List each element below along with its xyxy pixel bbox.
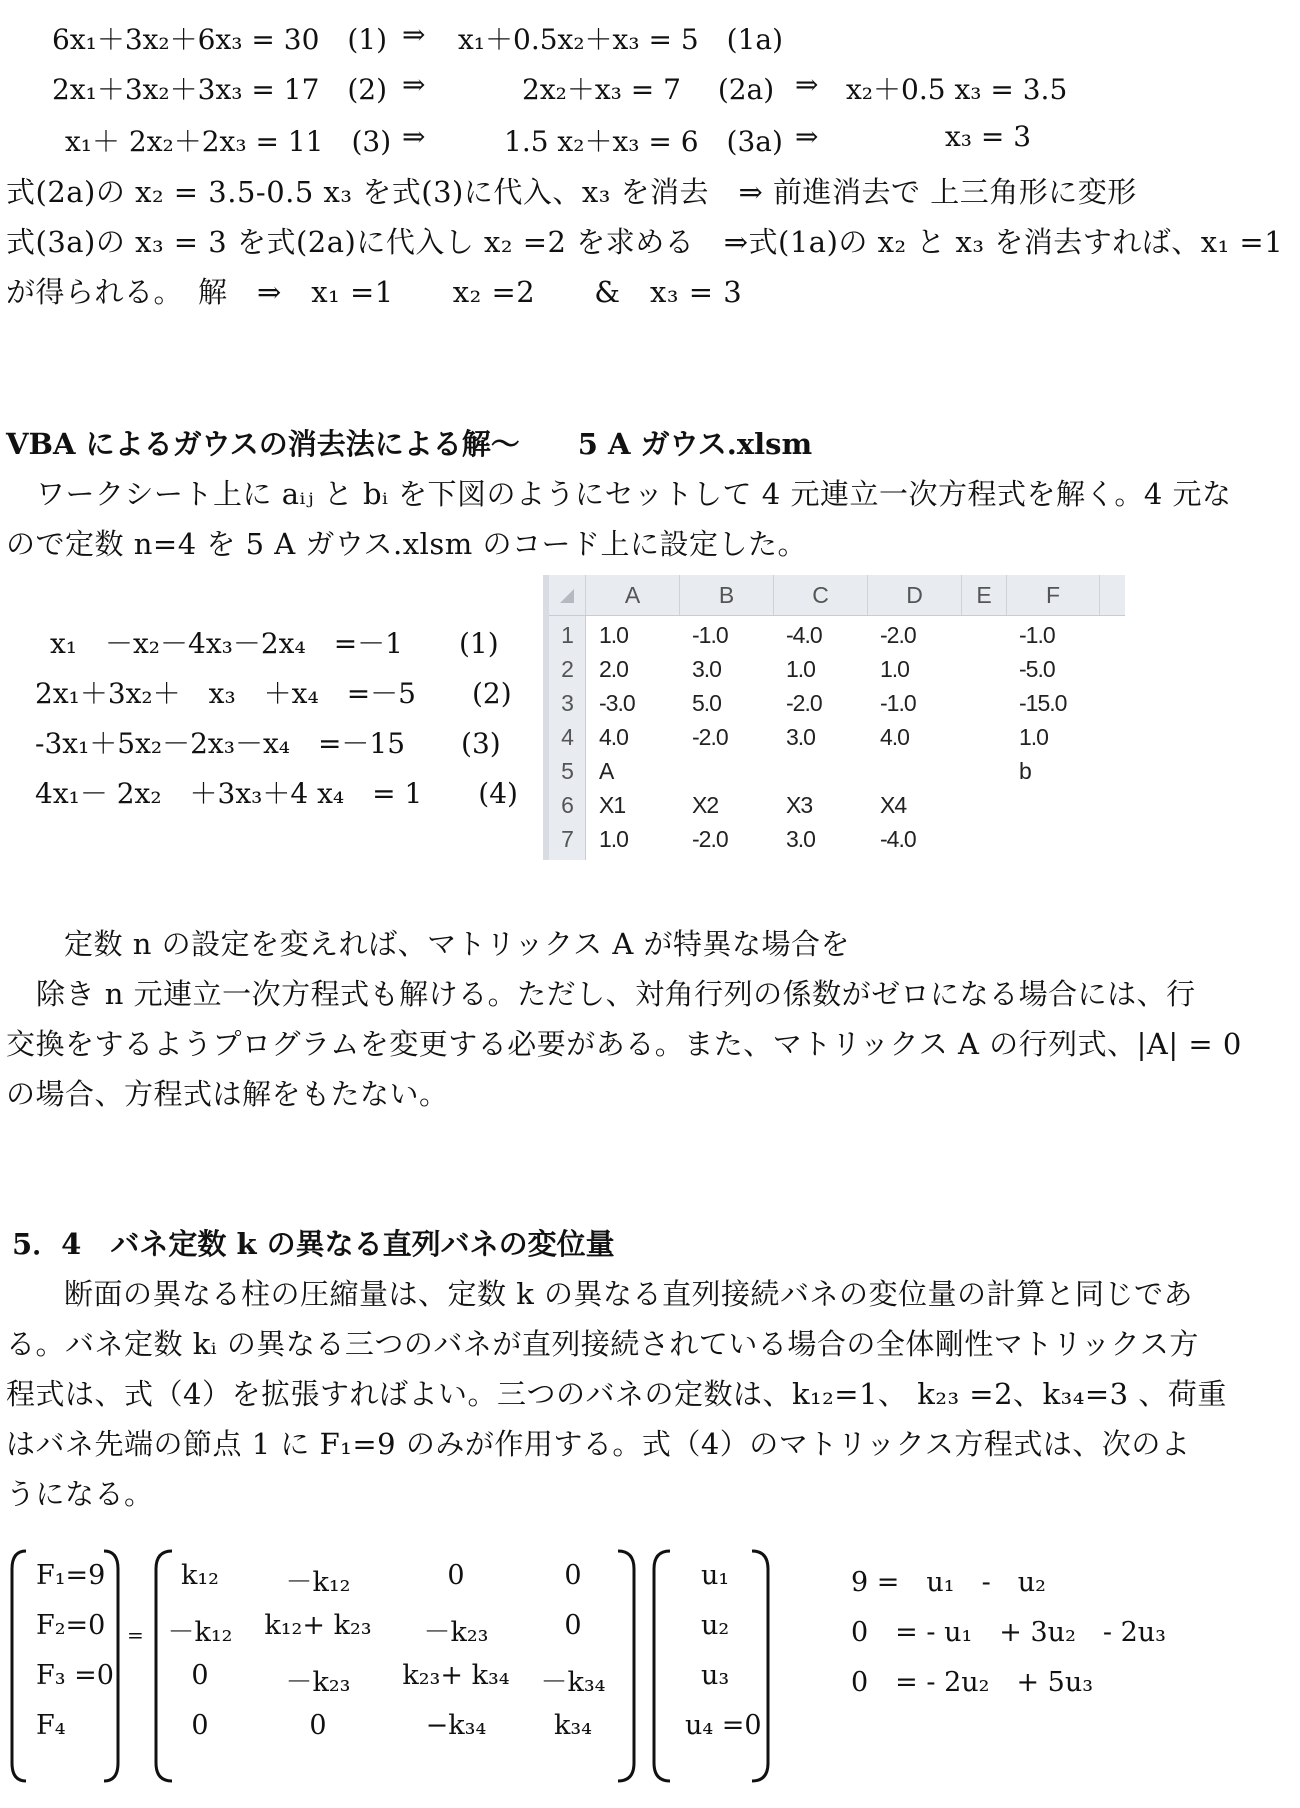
row-number: 1 — [561, 622, 573, 648]
spreadsheet-cell-c7: 3.0 — [786, 826, 815, 852]
result-equation-3: 0 = - 2u₂ + 5u₃ — [851, 1667, 1094, 1698]
vba-paragraph-3: 定数 n の設定を変えれば、マトリックス A が特異な場合を — [64, 927, 851, 961]
spreadsheet-cell-c6: X3 — [786, 792, 813, 818]
displacement-u3: u₃ — [701, 1660, 730, 1691]
arrow-1: ⇒ — [402, 18, 426, 51]
spreadsheet-cell-b2: 3.0 — [692, 656, 721, 682]
equation-3: x₁＋ 2x₂＋2x₃ = 11 (3) — [65, 125, 392, 158]
spreadsheet-cell-d7: -4.0 — [880, 826, 916, 852]
displacement-vector-left-bracket — [654, 1551, 670, 1781]
column-header-d: D — [868, 575, 962, 615]
stiffness-cell-r2-c3: －k₂₃ — [423, 1617, 489, 1648]
vba-paragraph-1: ワークシート上に aᵢⱼ と bᵢ を下図のようにセットして 4 元連立一次方程式を解く。4 元な — [36, 477, 1232, 511]
arrow-2b: ⇒ — [795, 68, 819, 101]
arrow-3b: ⇒ — [795, 120, 819, 153]
column-header-e: E — [962, 575, 1007, 615]
spreadsheet-column-header — [549, 575, 1125, 616]
linear-equation-2: 2x₁＋3x₂＋ x₃ ＋x₄ =－5 (2) — [35, 677, 512, 710]
equation-2: 2x₁＋3x₂＋3x₃ = 17 (2) — [52, 73, 388, 106]
stiffness-cell-r4-c2: 0 — [309, 1710, 327, 1741]
equation-2a: 2x₂＋x₃ = 7 (2a) — [522, 73, 775, 106]
section-5-4-heading: 5．4 バネ定数 k の異なる直列バネの変位量 — [12, 1227, 615, 1261]
equation-3a: 1.5 x₂＋x₃ = 6 (3a) — [504, 125, 783, 158]
row-number: 3 — [561, 690, 573, 716]
force-vector-f3: F₃ =0 — [36, 1660, 114, 1691]
spreadsheet-cell-d4: 4.0 — [880, 724, 909, 750]
force-vector-f4: F₄ — [36, 1710, 66, 1741]
spreadsheet-cell-c2: 1.0 — [786, 656, 815, 682]
spreadsheet-cell-d3: -1.0 — [880, 690, 916, 716]
spreadsheet-cell-f2: -5.0 — [1019, 656, 1055, 682]
row-number: 7 — [561, 826, 573, 852]
text-solution: が得られる。 解 ⇒ x₁ =1 x₂ =2 & x₃ = 3 — [6, 275, 743, 309]
vba-paragraph-5: 交換をするようプログラムを変更する必要がある。また、マトリックス A の行列式、|A| = 0 — [6, 1027, 1242, 1061]
spreadsheet-cell-c3: -2.0 — [786, 690, 822, 716]
stiffness-cell-r4-c3: −k₃₄ — [425, 1710, 487, 1741]
stiffness-cell-r2-c2: k₁₂+ k₂₃ — [264, 1610, 372, 1641]
stiffness-cell-r1-c4: 0 — [564, 1560, 582, 1591]
spreadsheet-cell-b1: -1.0 — [692, 622, 728, 648]
spreadsheet-cell-a3: -3.0 — [599, 690, 635, 716]
spreadsheet-cell-a2: 2.0 — [599, 656, 628, 682]
section-5-4-paragraph-3: 程式は、式（4）を拡張すればよい。三つのバネの定数は、k₁₂=1、 k₂₃ =2、k₃₄=3 、荷重 — [6, 1377, 1227, 1411]
force-vector-left-bracket — [12, 1551, 26, 1781]
arrow-2: ⇒ — [402, 68, 426, 101]
stiffness-cell-r3-c3: k₂₃+ k₃₄ — [402, 1660, 510, 1691]
stiffness-cell-r3-c4: －k₃₄ — [540, 1667, 606, 1698]
stiffness-cell-r1-c2: －k₁₂ — [285, 1567, 351, 1598]
spreadsheet-cell-d6: X4 — [880, 792, 907, 818]
section-5-4-paragraph-4: はバネ先端の節点 1 に F₁=9 のみが作用する。式（4）のマトリックス方程式は、次のよ — [6, 1427, 1191, 1461]
section-5-4-paragraph-5: うになる。 — [6, 1477, 154, 1511]
equation-1: 6x₁＋3x₂＋6x₃ = 30 (1) — [52, 23, 388, 56]
linear-equation-4: 4x₁－ 2x₂ ＋3x₃＋4 x₄ = 1 (4) — [35, 777, 518, 810]
vba-section-heading: VBA によるガウスの消去法による解～ 5 A ガウス.xlsm — [6, 427, 813, 461]
stiffness-cell-r1-c1: k₁₂ — [180, 1560, 219, 1591]
displacement-u1: u₁ — [701, 1560, 730, 1591]
row-number: 5 — [561, 758, 573, 784]
text-back-substitution: 式(3a)の x₃ = 3 を式(2a)に代入し x₂ =2 を求める ⇒式(1a)の x₂ と x₃ を消去すれば、x₁ =1 — [6, 225, 1284, 259]
stiffness-cell-r4-c4: k₃₄ — [553, 1710, 592, 1741]
displacement-u2: u₂ — [701, 1610, 730, 1641]
spreadsheet-cell-c4: 3.0 — [786, 724, 815, 750]
row-number: 6 — [561, 792, 573, 818]
spreadsheet-cell-b3: 5.0 — [692, 690, 721, 716]
vba-paragraph-4: 除き n 元連立一次方程式も解ける。ただし、対角行列の係数がゼロになる場合には、行 — [36, 977, 1196, 1011]
spreadsheet-cell-d1: -2.0 — [880, 622, 916, 648]
stiffness-cell-r2-c4: 0 — [564, 1610, 582, 1641]
row-number: 4 — [561, 724, 573, 750]
spreadsheet-cell-a4: 4.0 — [599, 724, 628, 750]
spreadsheet-cell-b4: -2.0 — [692, 724, 728, 750]
stiffness-cell-r1-c3: 0 — [447, 1560, 465, 1591]
stiffness-cell-r3-c1: 0 — [191, 1660, 209, 1691]
vba-paragraph-6: の場合、方程式は解をもたない。 — [6, 1077, 449, 1111]
result-equation-2: 0 = - u₁ + 3u₂ - 2u₃ — [851, 1617, 1166, 1648]
spreadsheet-cell-f4: 1.0 — [1019, 724, 1048, 750]
spreadsheet-cell-a6: X1 — [599, 792, 626, 818]
spreadsheet-cell-b6: X2 — [692, 792, 719, 818]
column-header-f: F — [1007, 575, 1100, 615]
spreadsheet — [543, 575, 1125, 860]
text-forward-elimination: 式(2a)の x₂ = 3.5-0.5 x₃ を式(3)に代入、x₃ を消去 ⇒ 前進消去で 上三角形に変形 — [6, 175, 1137, 209]
column-header-b: B — [680, 575, 774, 615]
section-5-4-paragraph-1: 断面の異なる柱の圧縮量は、定数 k の異なる直列接続バネの変位量の計算と同じであ — [64, 1277, 1194, 1311]
vba-paragraph-2: ので定数 n=4 を 5 A ガウス.xlsm のコード上に設定した。 — [6, 527, 807, 561]
equation-3b: x₃ = 3 — [945, 120, 1032, 153]
force-vector-f1: F₁=9 — [36, 1560, 106, 1591]
section-5-4-paragraph-2: る。バネ定数 kᵢ の異なる三つのバネが直列接続されている場合の全体剛性マトリックス方 — [6, 1327, 1199, 1361]
arrow-3: ⇒ — [402, 120, 426, 153]
spreadsheet-cell-f1: -1.0 — [1019, 622, 1055, 648]
displacement-u4: u₄ =0 — [685, 1710, 762, 1741]
equals-sign: = — [127, 1623, 144, 1647]
stiffness-cell-r2-c1: －k₁₂ — [167, 1617, 233, 1648]
column-header-c: C — [774, 575, 868, 615]
spreadsheet-cell-f5: b — [1019, 758, 1031, 784]
spreadsheet-cell-d2: 1.0 — [880, 656, 909, 682]
spreadsheet-cell-a1: 1.0 — [599, 622, 628, 648]
result-equation-1: 9 = u₁ - u₂ — [851, 1567, 1046, 1598]
linear-equation-1: x₁ －x₂－4x₃－2x₄ =－1 (1) — [50, 627, 499, 660]
spreadsheet-cell-c1: -4.0 — [786, 622, 822, 648]
column-header-a: A — [586, 575, 680, 615]
displacement-vector-right-bracket — [752, 1551, 768, 1781]
row-number: 2 — [561, 656, 573, 682]
stiffness-cell-r4-c1: 0 — [191, 1710, 209, 1741]
equation-2b: x₂＋0.5 x₃ = 3.5 — [846, 73, 1068, 106]
spreadsheet-cell-b7: -2.0 — [692, 826, 728, 852]
equation-1a: x₁＋0.5x₂＋x₃ = 5 (1a) — [458, 23, 784, 56]
force-vector-f2: F₂=0 — [36, 1610, 106, 1641]
linear-equation-3: -3x₁＋5x₂－2x₃－x₄ =－15 (3) — [35, 727, 501, 760]
corner-cell — [549, 575, 586, 615]
spreadsheet-cell-f3: -15.0 — [1019, 690, 1067, 716]
stiffness-cell-r3-c2: －k₂₃ — [285, 1667, 351, 1698]
spreadsheet-cell-a5: A — [599, 758, 614, 784]
spreadsheet-cell-a7: 1.0 — [599, 826, 628, 852]
